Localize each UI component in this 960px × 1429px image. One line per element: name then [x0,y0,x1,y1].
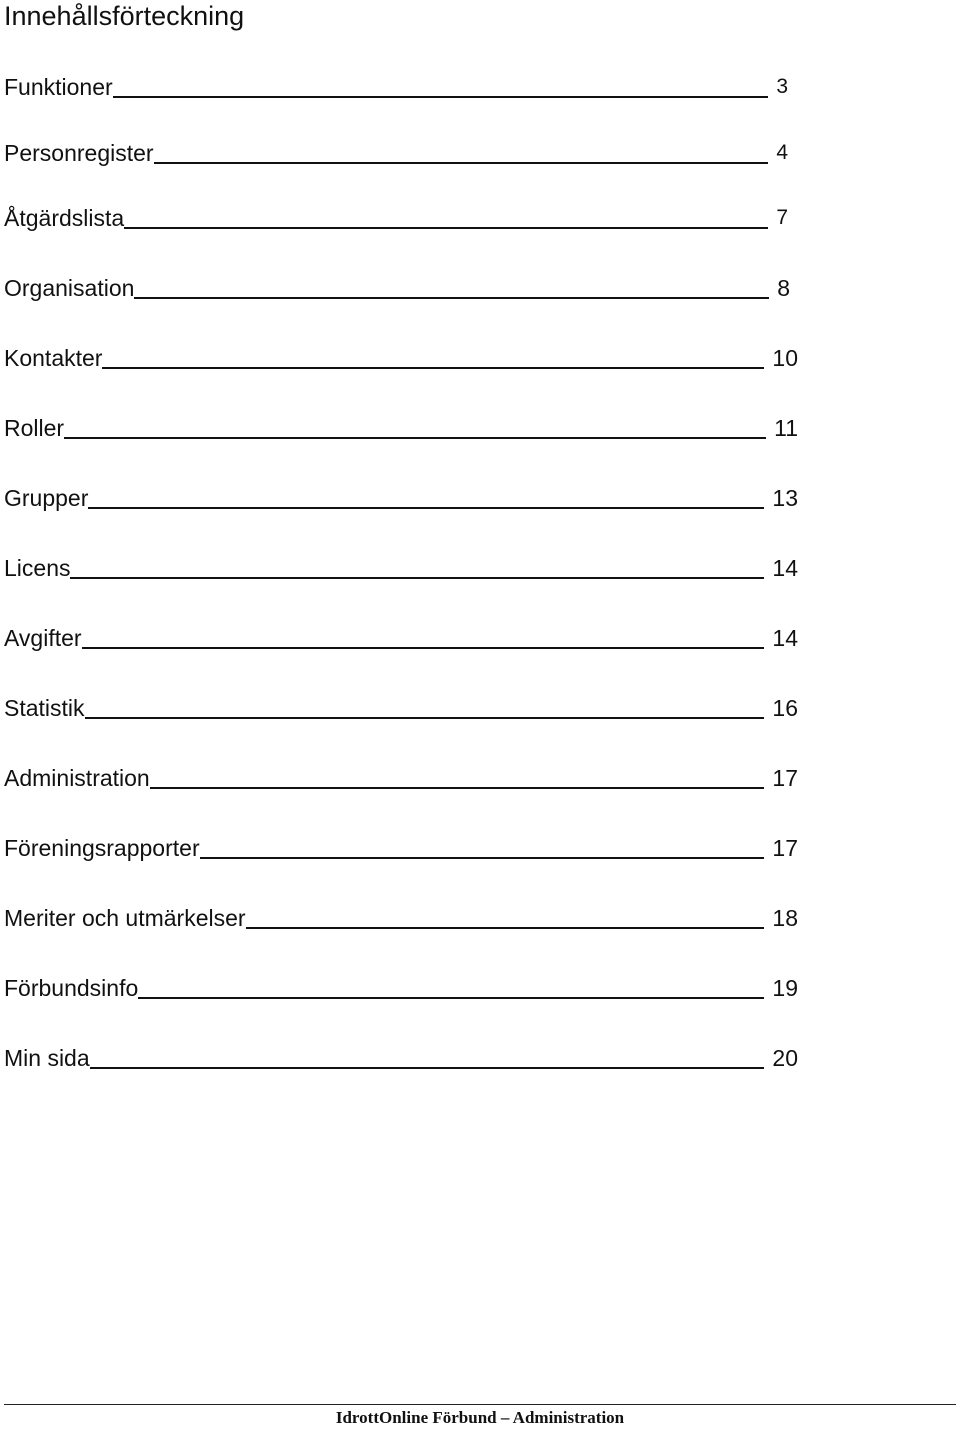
toc-entry-page: 11 [774,415,798,441]
toc-entry-page: 20 [772,1045,798,1071]
toc-entry-label: Licens [4,555,71,581]
toc-entry-label: Åtgärdslista [4,205,125,231]
toc-entry-page: 4 [776,141,788,164]
toc-entry-page: 18 [772,905,798,931]
toc-entry-personregister[interactable] [4,136,788,166]
toc-entry-label: Föreningsrapporter [4,835,200,861]
toc-entry-foreningsrapporter[interactable] [4,831,798,861]
page-title: Innehållsförteckning [4,1,245,31]
toc-entry-label: Kontakter [4,345,103,371]
toc-entry-label: Funktioner [4,74,113,100]
toc-entry-atgardslista[interactable] [4,201,788,231]
toc-leader-line [102,367,764,369]
toc-entry-label: Roller [4,415,65,441]
footer-divider [4,1404,956,1405]
toc-entry-page: 3 [776,75,788,98]
toc-entry-page: 14 [772,625,798,651]
toc-leader-line [85,717,765,719]
toc-entry-label: Grupper [4,485,89,511]
toc-entry-min-sida[interactable] [4,1041,798,1071]
toc-entry-forbundsinfo[interactable] [4,971,798,1001]
toc-leader-line [150,787,765,789]
toc-entry-page: 14 [772,555,798,581]
toc-leader-line [138,997,764,999]
toc-entry-page: 16 [772,695,798,721]
page-footer: IdrottOnline Förbund – Administration [335,1408,625,1427]
toc-entry-label: Avgifter [4,625,82,651]
toc-leader-line [124,227,768,229]
toc-entry-label: Meriter och utmärkelser [4,905,246,931]
toc-leader-line [64,437,766,439]
toc-entry-administration[interactable] [4,761,798,791]
toc-entry-label: Organisation [4,275,135,301]
toc-entry-statistik[interactable] [4,691,798,721]
toc-leader-line [90,1067,765,1069]
toc-entry-page: 17 [772,835,798,861]
toc-leader-line [113,96,769,98]
toc-entry-page: 10 [772,345,798,371]
toc-leader-line [70,577,764,579]
toc-entry-licens[interactable] [4,551,798,581]
toc-entry-meriter-och-utmarkelser[interactable] [4,901,798,931]
toc-entry-label: Förbundsinfo [4,975,139,1001]
toc-entry-label: Min sida [4,1045,90,1071]
toc-leader-line [88,507,764,509]
toc-leader-line [134,297,769,299]
toc-entry-roller[interactable] [4,411,798,441]
toc-entry-grupper[interactable] [4,481,798,511]
toc-entry-label: Personregister [4,140,154,166]
toc-entry-avgifter[interactable] [4,621,798,651]
toc-entry-kontakter[interactable] [4,341,798,371]
toc-entry-page: 8 [777,275,790,301]
toc-entry-page: 19 [772,975,798,1001]
toc-entry-label: Statistik [4,695,85,721]
toc-leader-line [154,162,769,164]
toc-entry-organisation[interactable] [4,271,790,301]
toc-leader-line [246,927,765,929]
toc-entry-page: 7 [776,206,788,229]
toc-entry-page: 13 [772,485,798,511]
toc-leader-line [200,857,765,859]
toc-entry-page: 17 [772,765,798,791]
toc-entry-funktioner[interactable] [4,70,788,100]
toc-leader-line [82,647,765,649]
toc-entry-label: Administration [4,765,150,791]
